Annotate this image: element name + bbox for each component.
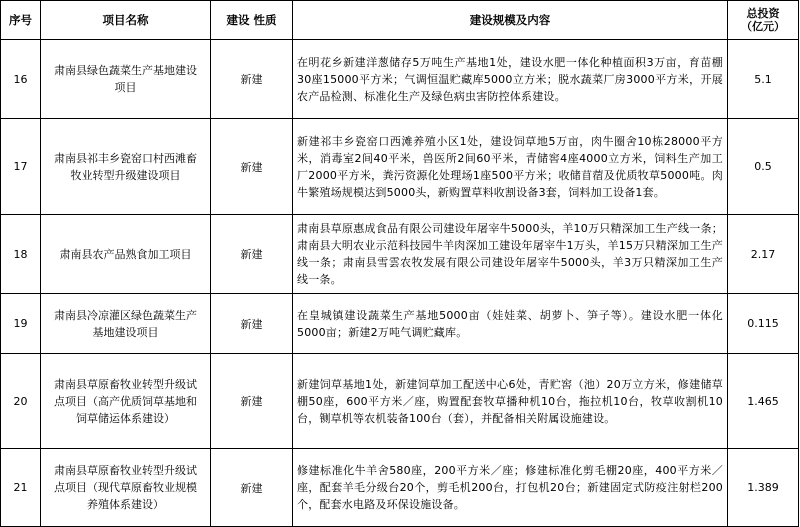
row-nature: 新建 (211, 354, 293, 449)
header-num: 序号 (1, 1, 41, 40)
row-project-name: 肃南县草原畜牧业转型升级试点项目（高产优质饲草基地和饲草储运体系建设） (41, 354, 211, 449)
row-investment: 2.17 (728, 215, 799, 294)
row-investment: 5.1 (728, 40, 799, 119)
row-scope: 修建标准化牛羊舍580座，200平方米／座；修建标准化剪毛棚20座，400平方米／座，配套羊毛分级台20个，剪毛机200台，打包机20台；新建固定式防疫注射栏200个，配套水电路及环保设施设备。 (293, 449, 728, 527)
header-nature: 建设 性质 (211, 1, 293, 40)
header-scope: 建设规模及内容 (293, 1, 728, 40)
table-header-row (1, 1, 799, 40)
row-nature: 新建 (211, 449, 293, 527)
row-investment: 0.115 (728, 294, 799, 354)
row-scope: 在明花乡新建洋葱储存5万吨生产基地1处，建设水肥一体化种植面积3万亩，育苗棚30座15000平方米；气调恒温贮藏库5000立方米；脱水蔬菜厂房3000平方米，开展农产品检测、标准化生产及绿色病虫害防控体系建设。 (293, 40, 728, 119)
row-nature: 新建 (211, 40, 293, 119)
row-project-name: 肃南县冷凉灌区绿色蔬菜生产基地建设项目 (41, 294, 211, 354)
row-project-name: 肃南县农产品熟食加工项目 (41, 215, 211, 294)
header-name: 项目名称 (41, 1, 211, 40)
row-num: 21 (1, 449, 41, 527)
row-num: 20 (1, 354, 41, 449)
row-scope: 肃南县草原惠成食品有限公司建设年屠宰牛5000头，羊10万只精深加工生产线一条；肃南县大明农业示范科技园牛羊肉深加工建设年屠宰牛1万头，羊15万只精深加工生产线一条；肃南县雪雲农牧发展有限公司建设年屠宰牛5000头，羊3万只精深加工生产线一条。 (293, 215, 728, 294)
row-scope: 在皇城镇建设蔬菜生产基地5000亩（娃娃菜、胡萝卜、笋子等）。建设水肥一体化5000亩；新建2万吨气调贮藏库。 (293, 294, 728, 354)
row-project-name: 肃南县绿色蔬菜生产基地建设项目 (41, 40, 211, 119)
row-investment: 1.389 (728, 449, 799, 527)
row-nature: 新建 (211, 215, 293, 294)
row-scope: 新建祁丰乡瓷窑口西滩养殖小区1处，建设饲草地5万亩，肉牛圈舍10栋28000平方米，消毒室2间40平米，兽医所2间60平米，青储窖4座4000立方米，饲料生产加工厂2000平方米，粪污资源化处理场1座500平方米；收储苜蓿及优质牧草5000吨。肉牛繁殖场规模达到5000头，新购置草料收割设备3套，饲料加工设备1套。 (293, 119, 728, 215)
row-investment: 1.465 (728, 354, 799, 449)
row-nature: 新建 (211, 119, 293, 215)
row-project-name: 肃南县祁丰乡瓷窑口村西滩畜牧业转型升级建设项目 (41, 119, 211, 215)
header-invest-line1: 总投资 (746, 7, 780, 20)
row-num: 18 (1, 215, 41, 294)
row-num: 17 (1, 119, 41, 215)
table-row (1, 215, 799, 294)
row-scope: 新建饲草基地1处，新建饲草加工配送中心6处，青贮窖（池）20万立方米，修建储草棚50座，600平方米／座，购置配套牧草播种机10台，拖拉机10台，牧草收割机10台，铡草机等农机装备100台（套），并配备相关附属设施建设。 (293, 354, 728, 449)
table-row (1, 119, 799, 215)
row-investment: 0.5 (728, 119, 799, 215)
row-project-name: 肃南县草原畜牧业转型升级试点项目（现代草原畜牧业规模养殖体系建设） (41, 449, 211, 527)
table-row (1, 449, 799, 527)
table-row (1, 354, 799, 449)
header-invest (728, 1, 799, 40)
table-row (1, 294, 799, 354)
row-nature: 新建 (211, 294, 293, 354)
header-invest-line2: （亿元） (741, 20, 785, 33)
table-row (1, 40, 799, 119)
row-num: 16 (1, 40, 41, 119)
row-num: 19 (1, 294, 41, 354)
